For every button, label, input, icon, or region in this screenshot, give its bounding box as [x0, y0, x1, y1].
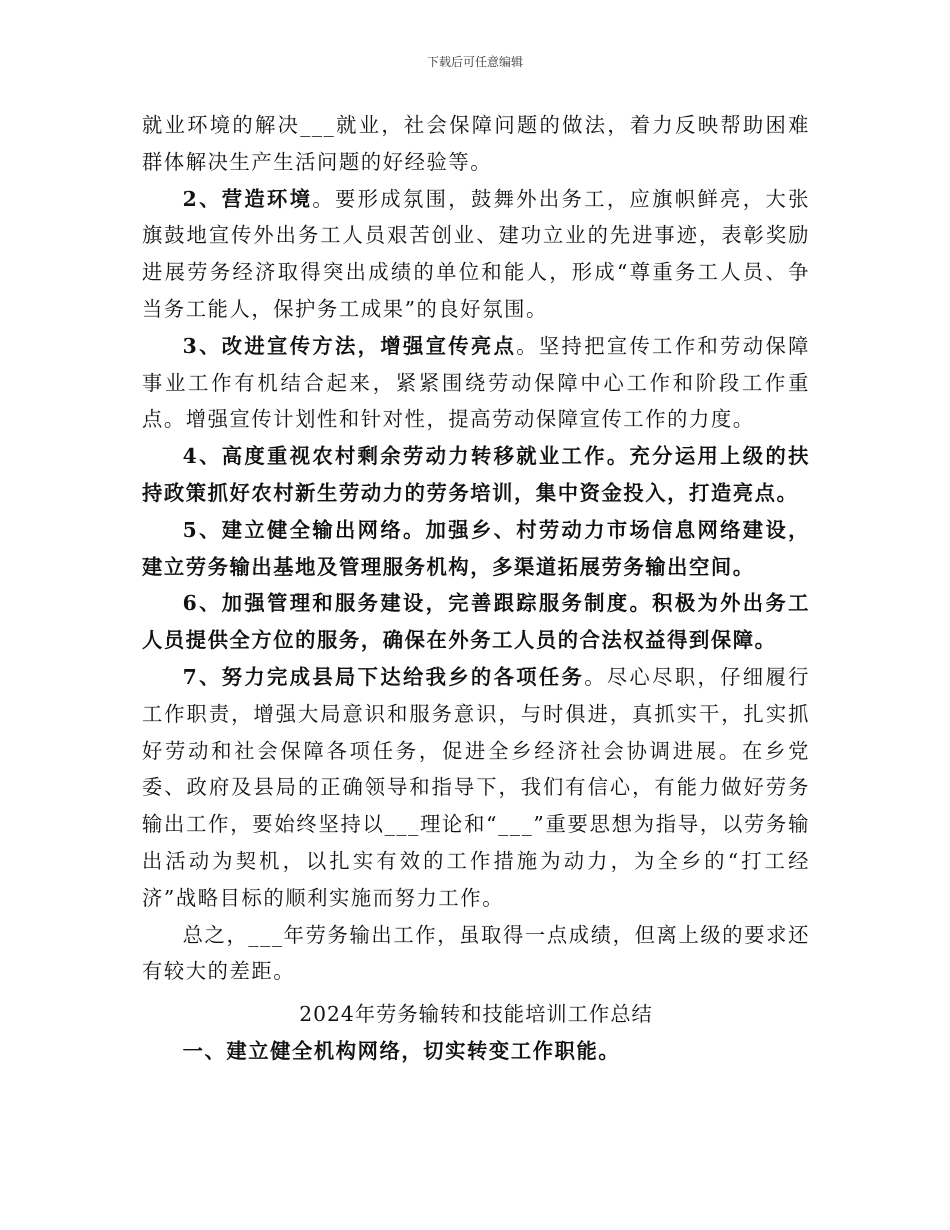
- paragraph-lead-heading: 2、营造环境: [182, 186, 313, 211]
- paragraph-output-network: 5、建立健全输出网络。加强乡、村劳动力市场信息网络建设，建立劳务输出基地及管理服务机构，多渠道拓展劳务输出空间。: [142, 517, 810, 579]
- paragraph-conclusion: 总之，___年劳务输出工作，虽取得一点成绩，但离上级的要求还有较大的差距。: [142, 922, 810, 984]
- paragraph-employment-environment: 就业环境的解决___就业，社会保障问题的做法，着力反映帮助困难群体解决生产生活问题的好经验等。: [142, 113, 810, 174]
- document-body: [142, 107, 810, 1070]
- paragraph-lead-heading: 3、改进宣传方法，增强宣传亮点: [182, 333, 517, 358]
- paragraph-management-service: 6、加强管理和服务建设，完善跟踪服务制度。积极为外出务工人员提供全方位的服务，确保在外务工人员的合法权益得到保障。: [142, 591, 810, 653]
- paragraph-text: 。要形成氛围，鼓舞外出务工，应旗帜鲜亮，大张旗鼓地宣传外出务工人员艰苦创业、建功立业的先进事迹，表彰奖励进展劳务经济取得突出成绩的单位和能人，形成“尊重务工人员、争当务工能人，保护务工成果”的良好氛围。: [142, 186, 810, 321]
- paragraph-complete-tasks: [142, 659, 810, 917]
- section-title: 2024年劳务输转和技能培训工作总结: [299, 1002, 653, 1027]
- paragraph-text: 。坚持把宣传工作和劳动保障事业工作有机结合起来，紧紧围绕劳动保障中心工作和阶段工作重点。增强宣传计划性和针对性，提高劳动保障宣传工作的力度。: [142, 333, 810, 432]
- paragraph-create-environment: [142, 181, 810, 328]
- paragraph-text: 。尽心尽职，仔细履行工作职责，增强大局意识和服务意识，与时俱进，真抓实干，扎实抓好劳动和社会保障各项任务，促进全乡经济社会协调进展。在乡党委、政府及县局的正确领导和指导下，我们有信心，有能力做好劳务输出工作，要始终坚持以___理论和“___”重要思想为指导，以劳务输出活动为契机，以扎实有效的工作措施为动力，为全乡的“打工经济”战略目标的顺利实施而努力工作。: [142, 664, 810, 910]
- paragraph-lead-heading: 7、努力完成县局下达给我乡的各项任务: [182, 664, 585, 689]
- paragraph-improve-publicity: [142, 328, 810, 438]
- page-header-note: 下载后可任意编辑: [426, 55, 523, 69]
- subsection-title: 一、建立健全机构网络，切实转变工作职能。: [182, 1038, 621, 1063]
- paragraph-rural-labor-transfer: 4、高度重视农村剩余劳动力转移就业工作。充分运用上级的扶持政策抓好农村新生劳动力的劳务培训，集中资金投入，打造亮点。: [142, 444, 810, 505]
